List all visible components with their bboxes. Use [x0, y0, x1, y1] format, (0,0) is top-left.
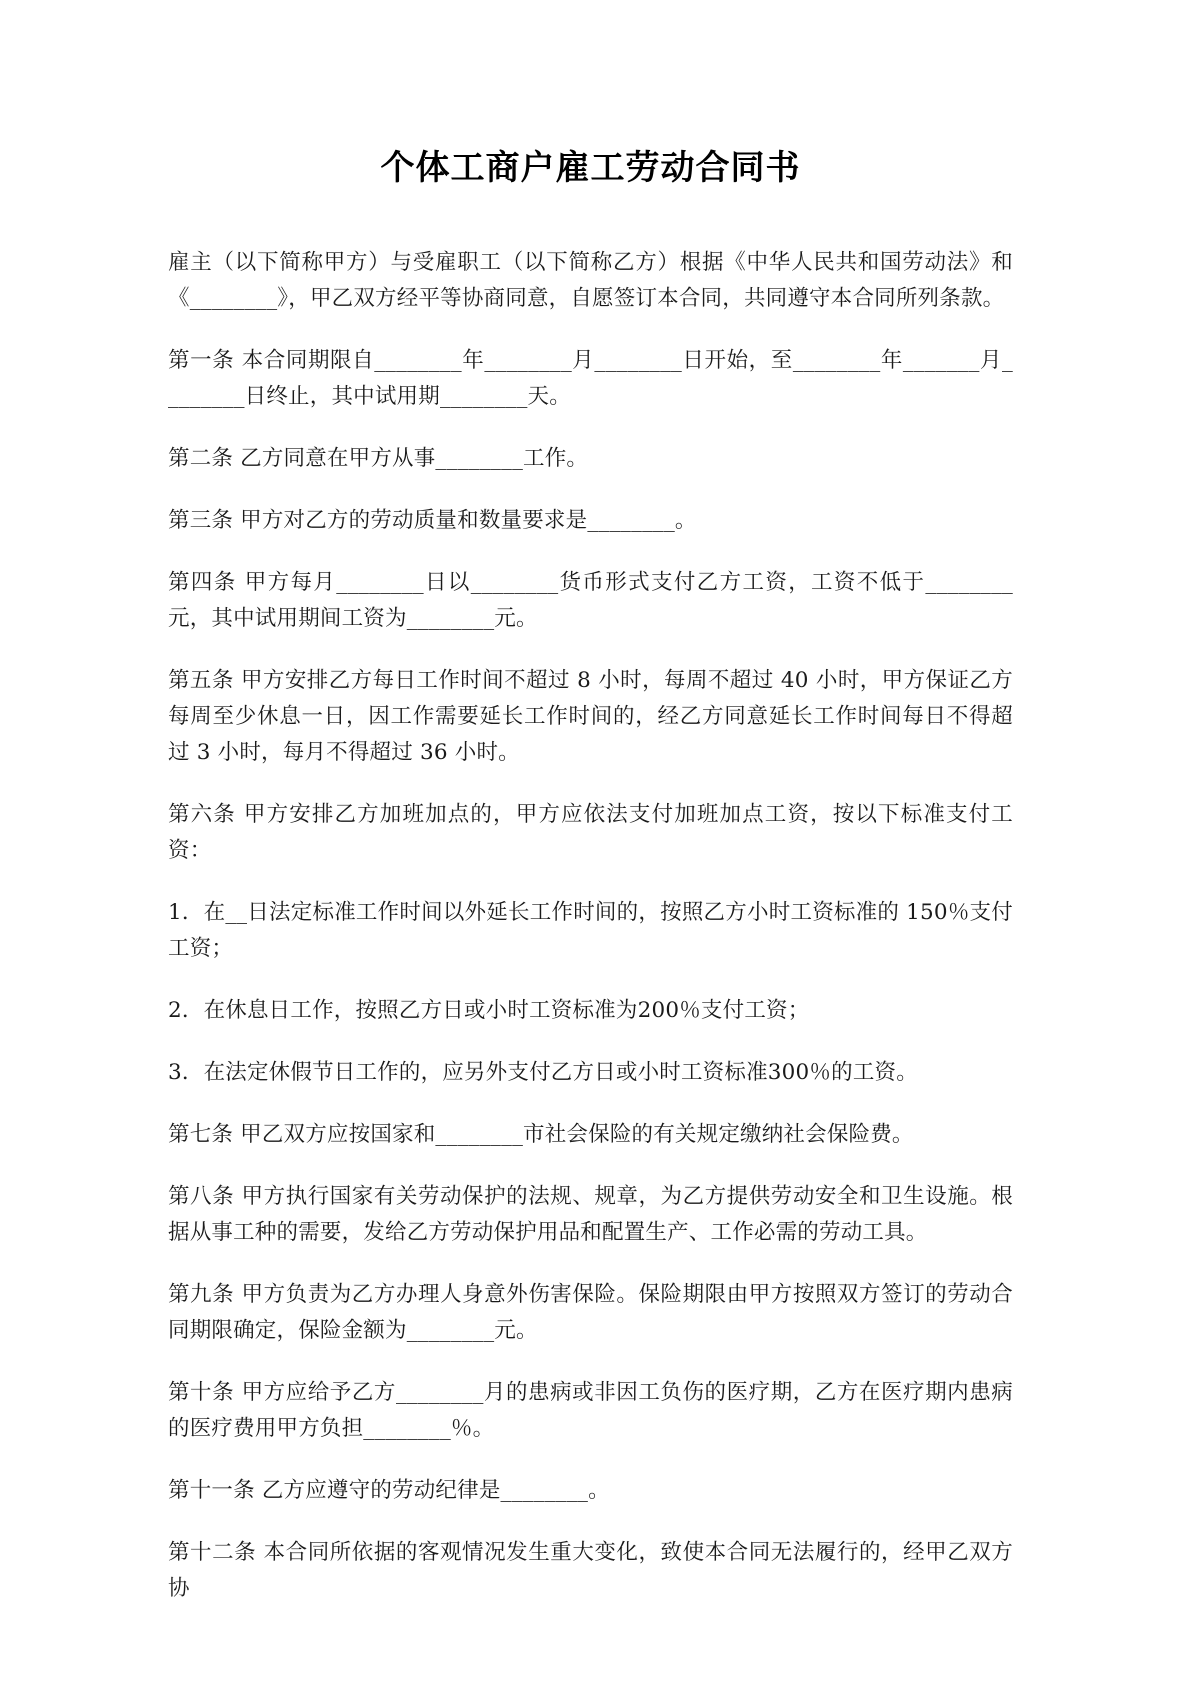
document-body [168, 0, 1013, 1607]
article-5: 第五条 甲方安排乙方每日工作时间不超过 8 小时，每周不超过 40 小时，甲方保证乙方每周至少休息一日，因工作需要延长工作时间的，经乙方同意延长工作时间每日不得超过 3 小时，每月不得超过 36 小时。 [168, 667, 1013, 765]
article-11: 第十一条 乙方应遵守的劳动纪律是________。 [168, 1477, 610, 1503]
article-1: 第一条 本合同期限自________年________月________日开始，至________年_______月________日终止，其中试用期________天。 [168, 347, 1013, 409]
article-7: 第七条 甲乙双方应按国家和________市社会保险的有关规定缴纳社会保险费。 [168, 1121, 914, 1147]
overtime-item-1: 1．在__日法定标准工作时间以外延长工作时间的，按照乙方小时工资标准的 150％支付工资； [168, 899, 1013, 961]
article-12: 第十二条 本合同所依据的客观情况发生重大变化，致使本合同无法履行的，经甲乙双方协 [168, 1539, 1013, 1601]
overtime-item-2: 2．在休息日工作，按照乙方日或小时工资标准为200％支付工资； [168, 997, 810, 1023]
article-3: 第三条 甲方对乙方的劳动质量和数量要求是________。 [168, 507, 697, 533]
preamble-paragraph: 雇主（以下简称甲方）与受雇职工（以下简称乙方）根据《中华人民共和国劳动法》和《________》，甲乙双方经平等协商同意，自愿签订本合同，共同遵守本合同所列条款。 [168, 249, 1013, 311]
article-2: 第二条 乙方同意在甲方从事________工作。 [168, 445, 589, 471]
article-6: 第六条 甲方安排乙方加班加点的，甲方应依法支付加班加点工资，按以下标准支付工资： [168, 801, 1013, 863]
article-9: 第九条 甲方负责为乙方办理人身意外伤害保险。保险期限由甲方按照双方签订的劳动合同期限确定，保险金额为________元。 [168, 1281, 1013, 1343]
article-8: 第八条 甲方执行国家有关劳动保护的法规、规章，为乙方提供劳动安全和卫生设施。根据从事工种的需要，发给乙方劳动保护用品和配置生产、工作必需的劳动工具。 [168, 1183, 1013, 1245]
page-title: 个体工商户雇工劳动合同书 [380, 148, 801, 188]
article-10: 第十条 甲方应给予乙方________月的患病或非因工负伤的医疗期，乙方在医疗期内患病的医疗费用甲方负担________％。 [168, 1379, 1013, 1441]
contract-content [168, 189, 1013, 1607]
overtime-item-3: 3．在法定休假节日工作的，应另外支付乙方日或小时工资标准300％的工资。 [168, 1059, 918, 1085]
article-4: 第四条 甲方每月________日以________货币形式支付乙方工资，工资不低于________元，其中试用期间工资为________元。 [168, 569, 1013, 631]
